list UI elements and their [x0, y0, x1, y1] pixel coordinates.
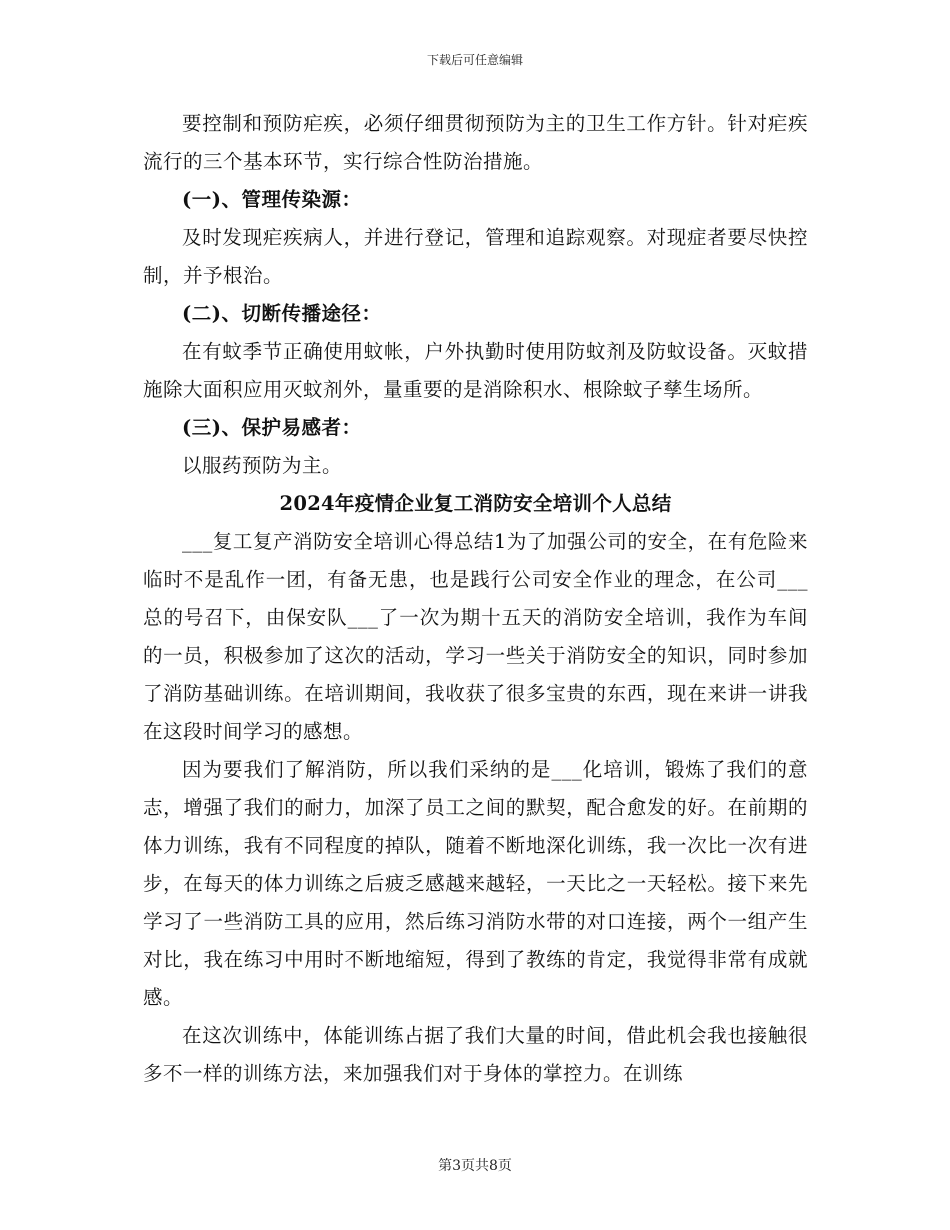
page-number: 第3页共8页 — [438, 1158, 512, 1174]
heading-protect-susceptible: (三)、保护易感者： — [182, 416, 362, 439]
summary-paragraph-1: ___复工复产消防安全培训心得总结1为了加强公司的安全，在有危险来临时不是乱作一团，有备无患，也是践行公司安全作业的理念，在公司___总的号召下，由保安队___了一次为期十五天的消防安全培训，我作为车间的一员，积极参加了这次的活动，学习一些关于消防安全的知识，同时参加了消防基础训练。在培训期间，我收获了很多宝贵的东西，现在来讲一讲我在这段时间学习的感想。 — [143, 530, 808, 743]
document-body — [143, 105, 808, 1093]
summary-paragraph-3: 在这次训练中，体能训练占据了我们大量的时间，借此机会我也接触很多不一样的训练方法，来加强我们对于身体的掌控力。在训练 — [143, 1024, 808, 1085]
intro-paragraph: 要控制和预防疟疾，必须仔细贯彻预防为主的卫生工作方针。针对疟疾流行的三个基本环节，实行综合性防治措施。 — [143, 112, 808, 173]
page-header: 下载后可任意编辑 — [426, 53, 523, 67]
paragraph-protect-susceptible: 以服药预防为主。 — [182, 454, 343, 477]
summary-paragraph-2: 因为要我们了解消防，所以我们采纳的是___化培训，锻炼了我们的意志，增强了我们的耐力，加深了员工之间的默契，配合愈发的好。在前期的体力训练，我有不同程度的掉队，随着不断地深化训练，我一次比一次有进步，在每天的体力训练之后疲乏感越来越轻，一天比之一天轻松。接下来先学习了一些消防工具的应用，然后练习消防水带的对口连接，两个一组产生对比，我在练习中用时不断地缩短，得到了教练的肯定，我觉得非常有成就感。 — [143, 758, 808, 1009]
document-title: 2024年疫情企业复工消防安全培训个人总结 — [279, 492, 672, 515]
heading-manage-infection-source: (一)、管理传染源： — [182, 188, 362, 211]
paragraph-manage-infection-source: 及时发现疟疾病人，并进行登记，管理和追踪观察。对现症者要尽快控制，并予根治。 — [143, 226, 808, 287]
paragraph-cut-transmission: 在有蚊季节正确使用蚊帐，户外执勤时使用防蚊剂及防蚊设备。灭蚊措施除大面积应用灭蚊剂外，量重要的是消除积水、根除蚊子孳生场所。 — [143, 340, 808, 401]
heading-cut-transmission: (二)、切断传播途径： — [182, 302, 382, 325]
